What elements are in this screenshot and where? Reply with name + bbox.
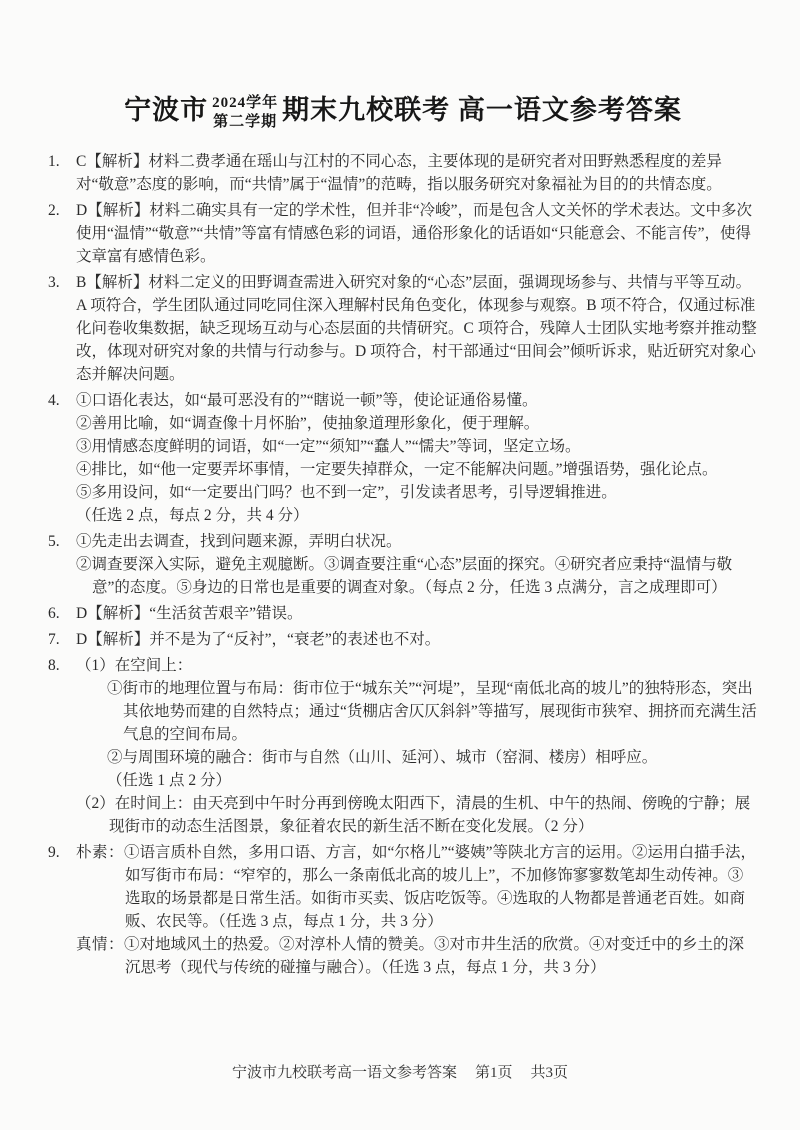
answers-body (48, 150, 758, 979)
item-3-number: 3. (48, 273, 60, 291)
answer-item-7 (48, 628, 758, 651)
item-7-number: 7. (48, 630, 60, 648)
item-8-number: 8. (48, 656, 60, 674)
item-2-text: D【解析】材料二确实具有一定的学术性，但并非“冷峻”，而是包含人文关怀的学术表达。文中多次使用“温情”“敬意”“共情”等富有情感色彩的词语，通俗形象化的话语如“只能意会、不能言传”，使得文章富有感情色彩。 (76, 201, 752, 265)
answer-item-9 (48, 841, 758, 979)
item-8-part-1-point-1: ①街市的地理位置与布局：街市位于“城东关”“河堤”，呈现“南低北高的坡儿”的独特形态，突出其依地势而建的自然特点；通过“货棚店舍仄仄斜斜”等描写，展现街市狭窄、拥挤而充满生活气息的空间布局。 (107, 679, 757, 743)
item-5-points-2-5: ②调查要深入实际，避免主观臆断。③调查要注重“心态”层面的探究。④研究者应秉持“温情与敬意”的态度。⑤身边的日常也是重要的调查对象。（每点 2 分，任选 3 点满分，言之成理即可） (76, 555, 733, 596)
page-footer (0, 1061, 800, 1082)
title-suffix: 期末九校联考 高一语文参考答案 (282, 94, 682, 125)
item-4-point-4: ④排比，如“他一定要弄坏事情，一定要失掉群众，一定不能解决问题。”增强语势，强化论点。 (76, 460, 718, 478)
footer-page-total: 共3页 (530, 1065, 569, 1081)
item-9-pusu-row (76, 841, 758, 933)
item-4-scoring-note: （任选 2 点，每点 2 分，共 4 分） (76, 506, 309, 524)
footer-page-number: 第1页 (474, 1065, 513, 1081)
item-4-point-3: ③用情感态度鲜明的词语，如“一定”“须知”“蠢人”“懦夫”等词，坚定立场。 (76, 437, 581, 455)
item-9-zhenqing-row (76, 933, 758, 979)
answer-item-2 (48, 199, 758, 268)
item-8-part-2-text: （2）在时间上：由天亮到中午时分再到傍晚太阳西下，清晨的生机、中午的热闹、傍晚的宁静；展现街市的动态生活图景，象征着农民的新生活不断在变化发展。（2 分） (76, 794, 751, 835)
answer-item-5 (48, 530, 758, 599)
item-2-number: 2. (48, 201, 60, 219)
item-4-point-5: ⑤多用设问，如“一定要出门吗？也不到一定”，引发读者思考，引导逻辑推进。 (76, 483, 617, 501)
answer-item-8 (48, 654, 758, 838)
item-5-number: 5. (48, 532, 60, 550)
item-8-part-1-heading: （1）在空间上： (76, 656, 193, 674)
item-5-point-1: ①先走出去调查，找到问题来源，弄明白状况。 (76, 532, 402, 550)
item-9-zhenqing-label: 真情： (76, 935, 125, 953)
item-1-number: 1. (48, 152, 60, 170)
item-6-number: 6. (48, 604, 60, 622)
answer-item-4 (48, 389, 758, 527)
answer-item-6 (48, 602, 758, 625)
answer-item-3 (48, 271, 758, 386)
item-3-text: B【解析】材料二定义的田野调查需进入研究对象的“心态”层面，强调现场参与、共情与平等互动。A 项符合，学生团队通过同吃同住深入理解村民角色变化，体现参与观察。B 项不符合，仅通过标准化问卷收集数据，缺乏现场互动与心态层面的共情研究。C 项符合，残障人士团队实地考察并推动整改，体现对研究对象的共情与行动参与。D 项符合，村干部通过“田间会”倾听诉求，贴近研究对象心态并解决问题。 (76, 273, 757, 383)
item-9-zhenqing-text: ①对地域风土的热爱。②对淳朴人情的赞美。③对市井生活的欣赏。④对变迁中的乡土的深沉思考（现代与传统的碰撞与融合）。（任选 3 点，每点 1 分，共 3 分） (124, 935, 745, 976)
item-8-part-1-scoring-note: （任选 1 点 2 分） (107, 771, 232, 789)
item-6-text: D【解析】“生活贫苦艰辛”错误。 (76, 604, 303, 622)
title-term-bottom: 第二学期 (213, 113, 278, 130)
title-prefix: 宁波市 (124, 94, 209, 125)
item-8-part-1-point-2: ②与周围环境的融合：街市与自然（山川、延河）、城市（窑洞、楼房）相呼应。 (107, 748, 658, 766)
answer-item-1 (48, 150, 758, 196)
title-term-stack (212, 94, 278, 132)
item-9-pusu-label: 朴素： (76, 843, 125, 861)
title-term-top: 2024学年 (212, 95, 279, 111)
item-4-number: 4. (48, 391, 60, 409)
item-4-point-1: ①口语化表达，如“最可恶没有的”“瞎说一顿”等，使论证通俗易懂。 (76, 391, 538, 409)
item-9-pusu-text: ①语言质朴自然，多用口语、方言，如“尔格儿”“婆姨”等陕北方言的运用。②运用白描手法，如写街市布局：“窄窄的，那么一条南低北高的坡儿上”，不加修饰寥寥数笔却生动传神。③选取的场景都是日常生活。如街市买卖、饭店吃饭等。④选取的人物都是普通老百姓。如商贩、农民等。（任选 3 点，每点 1 分，共 3 分） (124, 843, 757, 930)
footer-title: 宁波市九校联考高一语文参考答案 (231, 1065, 457, 1081)
item-9-number: 9. (48, 843, 60, 861)
item-4-point-2: ②善用比喻，如“调查像十月怀胎”，使抽象道理形象化，便于理解。 (76, 414, 540, 432)
item-1-text: C【解析】材料二费孝通在瑶山与江村的不同心态，主要体现的是研究者对田野熟悉程度的差异对“敬意”态度的影响，而“共情”属于“温情”的范畴，指以服务研究对象福祉为目的的共情态度。 (76, 152, 722, 193)
item-7-text: D【解析】并不是为了“反衬”，“衰老”的表述也不对。 (76, 630, 441, 648)
document-title (48, 92, 758, 130)
